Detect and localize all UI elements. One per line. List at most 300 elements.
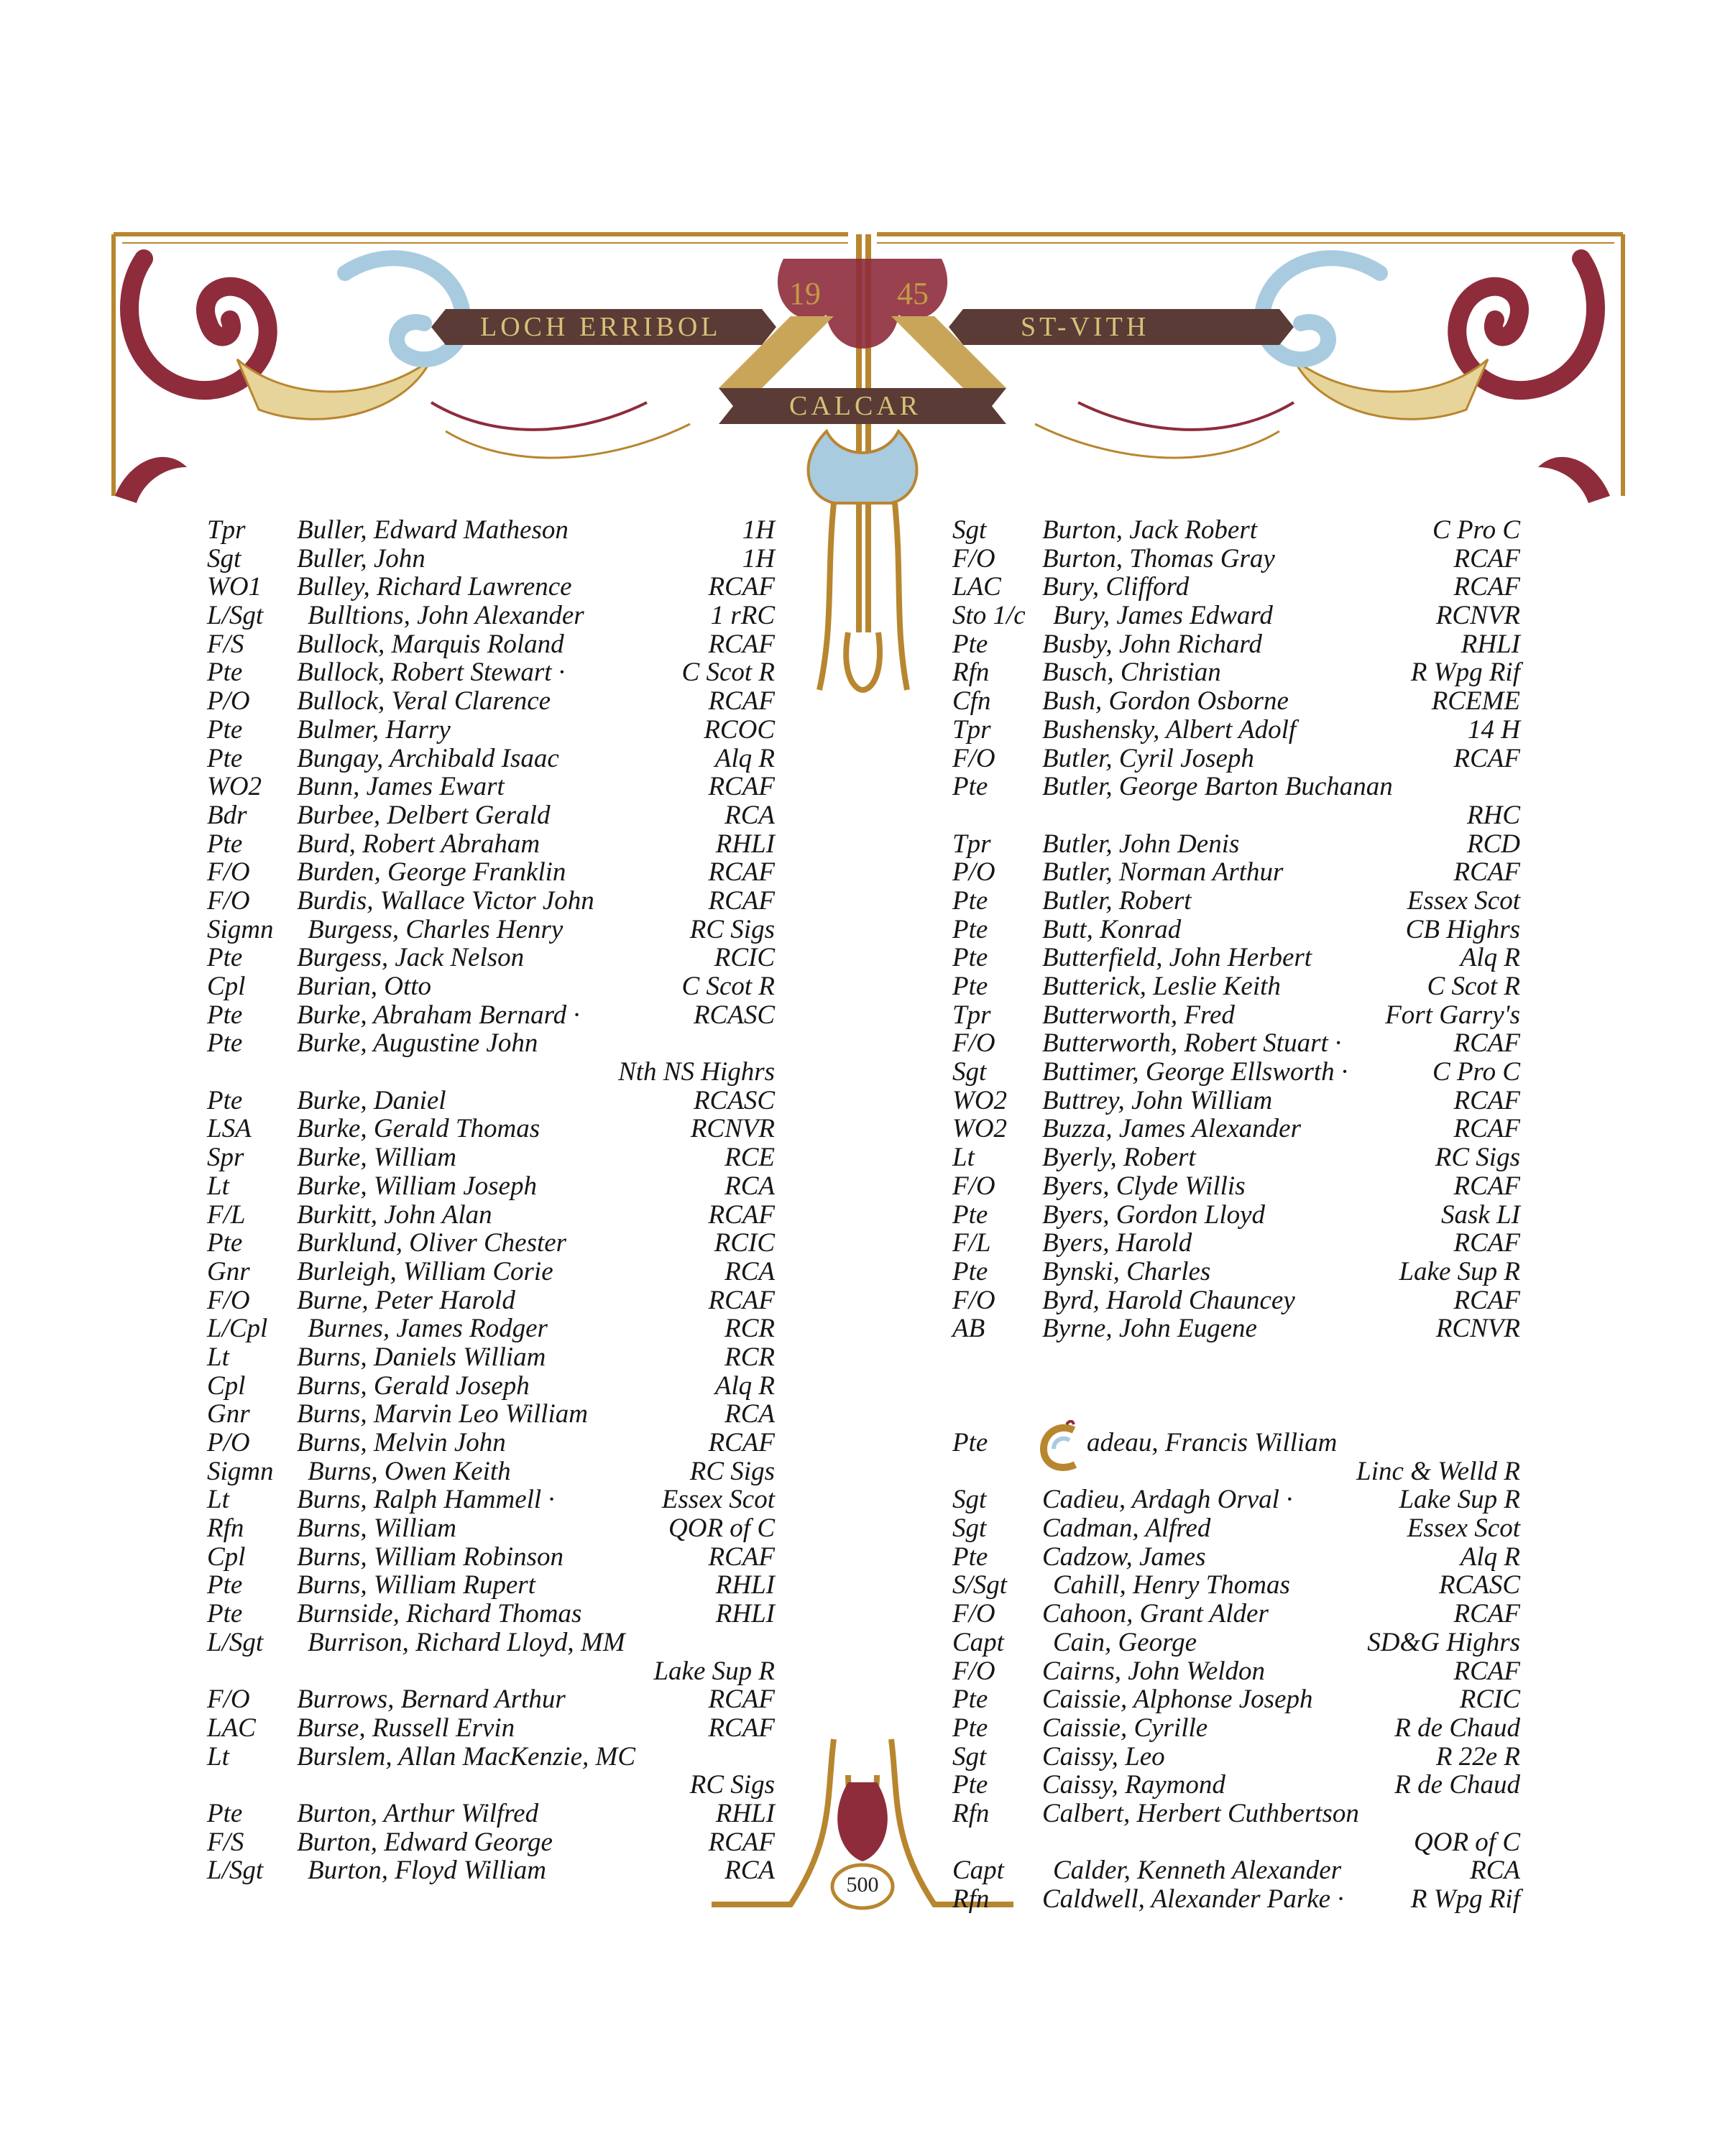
entry-name: Buller, John [297,543,426,573]
roll-entry [207,1628,775,1657]
roll-entry [952,972,1520,1001]
entry-name: Calbert, Herbert Cuthbertson [1042,1798,1359,1828]
entry-unit: RCAF [708,1542,775,1572]
entry-unit: RCAF [708,1428,775,1457]
entry-name: Butler, George Barton Buchanan [1042,772,1393,802]
roll-entry [952,1485,1520,1514]
entry-rank: Pte [952,914,988,944]
roll-entry [207,602,775,630]
entry-rank: S/Sgt [952,1570,1008,1600]
entry-rank: Pte [952,1685,988,1715]
entry-unit: RCAF [1453,1656,1520,1686]
entry-rank: Cpl [207,1542,246,1572]
entry-name: Butterfield, John Herbert [1042,943,1312,973]
entry-name: Byerly, Robert [1042,1143,1196,1173]
entry-rank: Pte [952,1542,988,1572]
entry-rank: Pte [207,1798,243,1828]
roll-entry [207,658,775,687]
entry-name: Burton, Arthur Wilfred [297,1798,539,1828]
entry-rank: Capt [952,1856,1004,1886]
roll-entry [207,1343,775,1372]
entry-unit: RHLI [715,1599,775,1629]
roll-entry [207,1001,775,1030]
entry-rank: Cpl [207,1370,246,1401]
entry-name: Burns, William Robinson [297,1542,564,1572]
entry-rank: WO2 [952,1085,1008,1115]
entry-rank: F/O [952,1028,995,1059]
entry-name: Burton, Jack Robert [1042,515,1257,545]
entry-unit: Essex Scot [661,1485,775,1515]
page-number: 500 [846,1873,879,1897]
roll-entry [207,1314,775,1343]
entry-unit: Lake Sup R [653,1656,775,1686]
entry-rank: F/S [207,1827,244,1857]
roll-entry [952,630,1520,659]
entry-rank: WO2 [952,1114,1008,1144]
entry-unit: Lake Sup R [1399,1256,1520,1286]
roll-entry [952,1314,1520,1343]
entry-name: Burrison, Richard Lloyd, MM [308,1627,625,1657]
roll-entry [952,1685,1520,1714]
entry-name: Burns, Marvin Leo William [297,1399,588,1429]
entry-rank: F/O [952,1599,995,1629]
roll-entry [207,916,775,944]
roll-entry [207,1657,775,1686]
entry-rank: Pte [207,714,243,745]
entry-rank: Bdr [207,800,247,830]
entry-unit: C Scot R [1427,972,1520,1001]
entry-name: Bynski, Charles [1042,1256,1211,1286]
entry-unit: RCR [724,1342,775,1372]
entry-rank: Lt [207,1741,229,1772]
entry-unit: C Scot R [681,658,775,688]
entry-name: Caissie, Alphonse Joseph [1042,1685,1313,1715]
entry-rank: Gnr [207,1256,250,1286]
entry-unit: RCA [724,1256,775,1286]
entry-name: Cadzow, James [1042,1542,1206,1572]
entry-name: Burns, Owen Keith [308,1456,511,1486]
entry-unit: RCA [724,800,775,830]
entry-name: Burleigh, William Corie [297,1256,553,1286]
entry-rank: Tpr [952,1000,991,1030]
entry-name: Bury, Clifford [1042,572,1190,602]
entry-rank: Pte [207,658,243,688]
roll-entry [952,1029,1520,1058]
entry-rank: LSA [207,1114,252,1144]
entry-rank: Pte [207,829,243,859]
entry-unit: R Wpg Rif [1410,1884,1520,1914]
roll-entry [952,858,1520,887]
roll-entry [952,1514,1520,1543]
roll-entry [207,545,775,573]
entry-name: Byrne, John Eugene [1042,1314,1257,1344]
banner-left-label: LOCH ERRIBOL [480,312,722,342]
entry-rank: Pte [952,1428,988,1457]
section-gap [952,1372,1520,1401]
roll-entry [952,916,1520,944]
entry-name: Cain, George [1053,1627,1197,1657]
roll-entry [952,602,1520,630]
entry-name: Burns, Melvin John [297,1428,506,1457]
roll-entry [952,1172,1520,1201]
entry-unit: Essex Scot [1407,885,1520,916]
roll-entry [207,1828,775,1857]
entry-unit: RCAF [708,572,775,602]
entry-rank: F/O [207,1685,250,1715]
roll-entry [207,1286,775,1315]
roll-entry [207,1485,775,1514]
roll-entry [207,773,775,801]
entry-rank: Lt [207,1485,229,1515]
entry-rank: Pte [952,629,988,659]
entry-rank: Sgt [207,543,242,573]
entry-rank: F/O [952,1285,995,1315]
entry-unit: R Wpg Rif [1410,658,1520,688]
entry-name: Caissy, Raymond [1042,1770,1225,1800]
entry-unit: RCA [724,1399,775,1429]
entry-name: Bushensky, Albert Adolf [1042,714,1297,745]
entry-unit: RCAF [1453,1085,1520,1115]
entry-name: Burton, Floyd William [308,1856,546,1886]
entry-unit: RCASC [1438,1570,1520,1600]
entry-unit: RCAF [708,772,775,802]
roll-entry [207,1172,775,1201]
roll-entry [207,1372,775,1401]
entry-name: Burke, Gerald Thomas [297,1114,540,1144]
entry-name: Cadman, Alfred [1042,1514,1211,1544]
entry-unit: RCAF [1453,1599,1520,1629]
entry-unit: Fort Garry's [1385,1000,1520,1030]
roll-entry [207,1087,775,1115]
roll-entry [952,1457,1520,1486]
entry-rank: Sgt [952,1741,987,1772]
roll-entry [952,1828,1520,1857]
entry-unit: RCAF [708,1199,775,1230]
roll-entry [952,1628,1520,1657]
entry-name: Burrows, Bernard Arthur [297,1685,566,1715]
roll-entry [207,1229,775,1258]
entry-name: Burgess, Jack Nelson [297,943,525,973]
roll-entry [952,745,1520,773]
entry-unit: QOR of C [668,1514,775,1544]
entry-rank: Sgt [952,1485,987,1515]
entry-name: Butler, Cyril Joseph [1042,743,1254,773]
entry-rank: Pte [952,1199,988,1230]
entry-rank: Cfn [952,686,991,717]
roll-entry [952,944,1520,972]
roll-entry [952,887,1520,916]
roll-entry [207,1600,775,1628]
entry-rank: Sgt [952,515,987,545]
roll-entry [207,1258,775,1286]
entry-name: Burton, Edward George [297,1827,553,1857]
roll-entry [207,1543,775,1572]
entry-rank: Pte [207,1000,243,1030]
entry-unit: RC Sigs [1435,1143,1520,1173]
entry-rank: L/Sgt [207,1856,264,1886]
entry-rank: Rfn [952,658,990,688]
entry-unit: RCIC [1459,1685,1520,1715]
entry-unit: RCAF [708,885,775,916]
entry-unit: Essex Scot [1407,1514,1520,1544]
entry-name: Burns, Ralph Hammell · [297,1485,555,1515]
entry-name: Burslem, Allan MacKenzie, MC [297,1741,636,1772]
bottom-ornament [837,1782,888,1861]
roll-entry [952,516,1520,545]
roll-entry [207,1514,775,1543]
entry-unit: RCAF [708,1285,775,1315]
entry-unit: Alq R [1460,1542,1520,1572]
roll-entry [952,687,1520,716]
entry-unit: RHLI [715,1798,775,1828]
entry-rank: Pte [952,1713,988,1743]
entry-unit: R de Chaud [1394,1770,1520,1800]
entry-unit: RCAF [1453,1228,1520,1258]
roll-entry [952,1657,1520,1686]
entry-unit: RCAF [1453,543,1520,573]
entry-rank: Gnr [207,1399,250,1429]
entry-name: Butt, Konrad [1042,914,1182,944]
entry-name: Burne, Peter Harold [297,1285,515,1315]
entry-unit: RC Sigs [689,1770,775,1800]
entry-rank: Pte [952,1256,988,1286]
entry-unit: SD&G Highrs [1367,1627,1520,1657]
entry-rank: Pte [207,743,243,773]
roll-entry [952,1115,1520,1143]
entry-name: Burke, Abraham Bernard · [297,1000,580,1030]
entry-unit: 1 rRC [710,601,775,631]
entry-rank: F/O [207,857,250,888]
roll-entry [207,630,775,659]
roll-entry [207,944,775,972]
roll-entry [952,1714,1520,1743]
roll-entry [207,887,775,916]
entry-rank: Pte [952,1770,988,1800]
entry-name: Buttimer, George Ellsworth · [1042,1057,1348,1087]
roll-entry [207,1714,775,1743]
entry-unit: C Scot R [681,972,775,1001]
entry-rank: L/Sgt [207,601,264,631]
entry-name: Burke, Augustine John [297,1028,538,1059]
entry-name: Burns, Gerald Joseph [297,1370,530,1401]
entry-name: Burden, George Franklin [297,857,566,888]
roll-entry [952,1856,1520,1885]
entry-rank: Sgt [952,1057,987,1087]
entry-name: Butler, Norman Arthur [1042,857,1284,888]
entry-name: Buller, Edward Matheson [297,515,569,545]
entry-rank: Pte [952,772,988,802]
entry-rank: Tpr [207,515,246,545]
year-right: 45 [897,276,929,311]
entry-rank: F/O [207,885,250,916]
entry-unit: RC Sigs [689,1456,775,1486]
entry-unit: RHLI [1460,629,1520,659]
entry-unit: Linc & Welld R [1356,1456,1520,1486]
roll-entry [952,1258,1520,1286]
entry-unit: Alq R [714,1370,775,1401]
entry-rank: LAC [207,1713,256,1743]
entry-rank: Pte [952,943,988,973]
entry-unit: RCAF [708,857,775,888]
entry-name: Bury, James Edward [1053,601,1273,631]
entry-name: Burklund, Oliver Chester [297,1228,567,1258]
entry-name: Butler, Robert [1042,885,1192,916]
roll-entry [207,1743,775,1772]
entry-name: Burns, Daniels William [297,1342,546,1372]
roll-entry [207,801,775,830]
roll-entry [207,1856,775,1885]
entry-unit: RCNVR [1435,601,1520,631]
entry-name: Bungay, Archibald Isaac [297,743,559,773]
entry-rank: LAC [952,572,1001,602]
entry-name: Burian, Otto [297,972,432,1001]
entry-unit: RCA [1470,1856,1520,1886]
entry-name: Bulmer, Harry [297,714,451,745]
entry-unit: RCEME [1431,686,1520,717]
entry-unit: C Pro C [1432,1057,1520,1087]
entry-name: Burton, Thomas Gray [1042,543,1275,573]
entry-unit: Nth NS Highrs [618,1057,775,1087]
roll-entry [207,858,775,887]
roll-entry [952,1743,1520,1772]
entry-rank: F/O [952,1171,995,1201]
entry-name: Butterworth, Robert Stuart · [1042,1028,1342,1059]
entry-name: Caissy, Leo [1042,1741,1165,1772]
roll-entry [952,830,1520,859]
entry-unit: RCAF [1453,743,1520,773]
entry-unit: RCE [724,1143,775,1173]
entry-name: Cairns, John Weldon [1042,1656,1266,1686]
entry-rank: Capt [952,1627,1004,1657]
entry-name: Bullock, Marquis Roland [297,629,564,659]
entry-unit: RCD [1467,829,1520,859]
roll-entry [952,801,1520,830]
entry-name: Butler, John Denis [1042,829,1240,859]
entry-name: Cahill, Henry Thomas [1053,1570,1290,1600]
entry-rank: Lt [207,1171,229,1201]
entry-name: Bulltions, John Alexander [308,601,584,631]
entry-rank: F/S [207,629,244,659]
entry-unit: RCA [724,1856,775,1886]
entry-rank: Rfn [207,1514,244,1544]
banner-center-label: CALCAR [789,391,922,421]
entry-name: Burd, Robert Abraham [297,829,540,859]
entry-name: Burse, Russell Ervin [297,1713,515,1743]
roll-entry [952,1800,1520,1828]
entry-unit: C Pro C [1432,515,1520,545]
entry-unit: RHLI [715,1570,775,1600]
entry-unit: RCAF [1453,1171,1520,1201]
entry-unit: RCOC [704,714,775,745]
entry-name: Cadieu, Ardagh Orval · [1042,1485,1293,1515]
roll-entry [207,1429,775,1457]
entry-rank: Sgt [952,1514,987,1544]
entry-rank: Tpr [952,829,991,859]
entry-name: Cahoon, Grant Alder [1042,1599,1269,1629]
entry-name: Busch, Christian [1042,658,1221,688]
entry-rank: WO2 [207,772,262,802]
entry-unit: Lake Sup R [1399,1485,1520,1515]
entry-name-rest: adeau, Francis William [1087,1428,1338,1457]
entry-unit: RCAF [708,629,775,659]
entry-name: Caldwell, Alexander Parke · [1042,1884,1344,1914]
roll-entry [952,1600,1520,1628]
entry-unit: RHC [1467,800,1520,830]
roll-entry [952,1143,1520,1172]
entry-rank: Lt [952,1143,975,1173]
entry-unit: QOR of C [1414,1827,1520,1857]
entry-name: Bullock, Robert Stewart · [297,658,566,688]
roll-entry [207,1571,775,1600]
roll-entry [207,716,775,745]
entry-rank: Pte [207,1228,243,1258]
section-gap [952,1343,1520,1372]
entry-unit: CB Highrs [1405,914,1520,944]
entry-name: Burns, William Rupert [297,1570,535,1600]
roll-entry [952,1771,1520,1800]
entry-name: Bullock, Veral Clarence [297,686,551,717]
roll-entry [952,1286,1520,1315]
entry-unit: Alq R [714,743,775,773]
roll-entry [207,1143,775,1172]
roll-entry [207,516,775,545]
roll-entry [952,1087,1520,1115]
roll-entry [207,972,775,1001]
entry-unit: 1H [742,515,775,545]
entry-rank: Pte [207,1599,243,1629]
entry-name: Burbee, Delbert Gerald [297,800,551,830]
roll-entry [952,1058,1520,1087]
entry-name: Burke, William [297,1143,456,1173]
roll-entry [952,773,1520,801]
banner-right-label: ST-VITH [1021,312,1150,342]
entry-rank: L/Sgt [207,1627,264,1657]
entry-name: Butterick, Leslie Keith [1042,972,1281,1001]
entry-name: Byers, Harold [1042,1228,1192,1258]
entry-rank: L/Cpl [207,1314,268,1344]
entry-name: Bulley, Richard Lawrence [297,572,572,602]
entry-unit: RCAF [1453,857,1520,888]
roll-entry [207,1029,775,1058]
entry-name: Burdis, Wallace Victor John [297,885,594,916]
entry-rank: Cpl [207,972,246,1001]
roll-entry [952,658,1520,687]
entry-unit: RCASC [693,1085,775,1115]
roll-entry [207,1800,775,1828]
roll-entry [952,1001,1520,1030]
entry-name: Buttrey, John William [1042,1085,1273,1115]
roll-entry [952,545,1520,573]
entry-name: Caissie, Cyrille [1042,1713,1208,1743]
entry-unit: 1H [742,543,775,573]
right-column [952,516,1520,1914]
entry-rank: Rfn [952,1884,990,1914]
entry-unit: RCASC [693,1000,775,1030]
entry-name: Bunn, James Ewart [297,772,505,802]
entry-rank: Sto 1/c [952,601,1026,631]
entry-unit: RCAF [1453,1114,1520,1144]
entry-rank: WO1 [207,572,262,602]
roll-entry [952,1543,1520,1572]
roll-entry [207,1400,775,1429]
entry-unit: 14 H [1468,714,1520,745]
entry-name: Burkitt, John Alan [297,1199,492,1230]
entry-unit: RCR [724,1314,775,1344]
entry-rank: Pte [952,885,988,916]
entry-name: Burns, William [297,1514,457,1544]
roll-entry [952,573,1520,602]
entry-rank: Pte [207,1028,243,1059]
